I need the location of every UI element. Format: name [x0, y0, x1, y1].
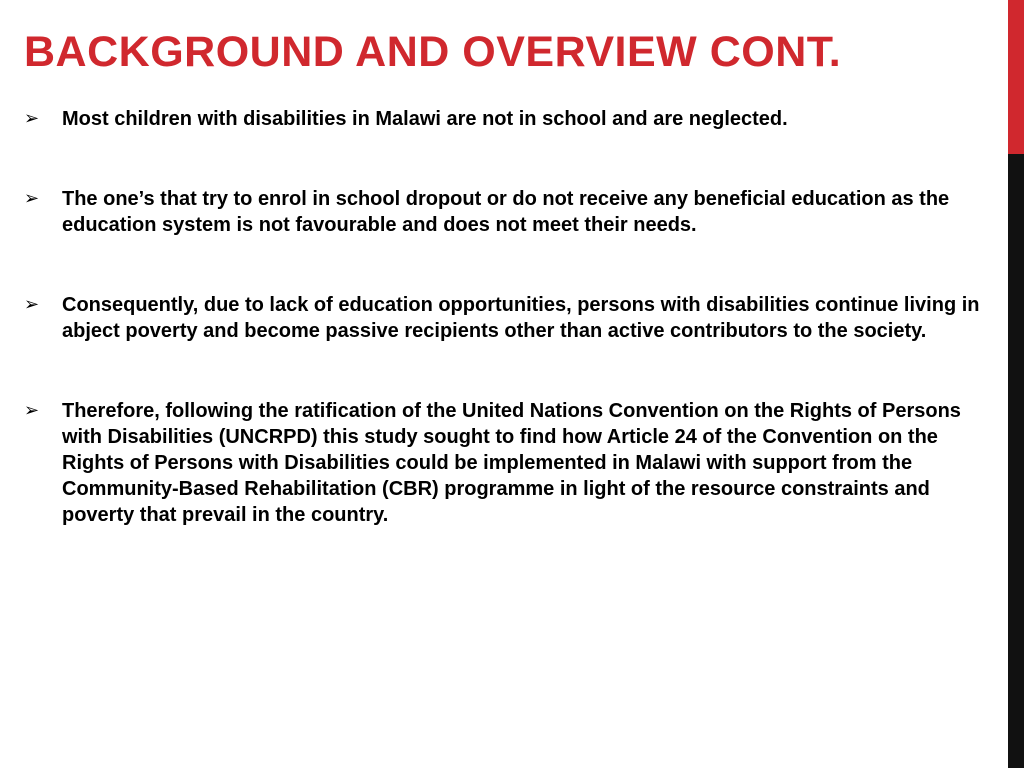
slide-title: BACKGROUND AND OVERVIEW CONT. [24, 28, 842, 76]
bullet-text: The one’s that try to enrol in school dropout or do not receive any beneficial education as the education system is not favourable and does not meet their needs. [62, 188, 950, 236]
bullet-text: Therefore, following the ratification of the United Nations Convention on the Rights of Persons with Disabilities (UNCRPD) this study sought to find how Article 24 of the Convention on the Rights of Persons with Disabilities could be implemented in Malawi with support from the Community-Based Rehabilitation (CBR) programme in light of the resource constraints and poverty that prevail in the country. [62, 400, 961, 526]
bullet-item [24, 398, 986, 528]
bullet-text: Consequently, due to lack of education opportunities, persons with disabilities continue living in abject poverty and become passive recipients other than active contributors to the society. [62, 294, 980, 342]
bullet-list [24, 106, 986, 582]
bullet-text: Most children with disabilities in Malawi are not in school and are neglected. [62, 108, 788, 130]
accent-bar-red [1008, 0, 1024, 154]
arrow-bullet-icon: ➢ [24, 108, 40, 129]
bullet-item [24, 186, 986, 238]
bullet-item [24, 292, 986, 344]
arrow-bullet-icon: ➢ [24, 400, 40, 421]
accent-bar-black [1008, 154, 1024, 768]
bullet-item [24, 106, 986, 132]
arrow-bullet-icon: ➢ [24, 188, 40, 209]
arrow-bullet-icon: ➢ [24, 294, 40, 315]
